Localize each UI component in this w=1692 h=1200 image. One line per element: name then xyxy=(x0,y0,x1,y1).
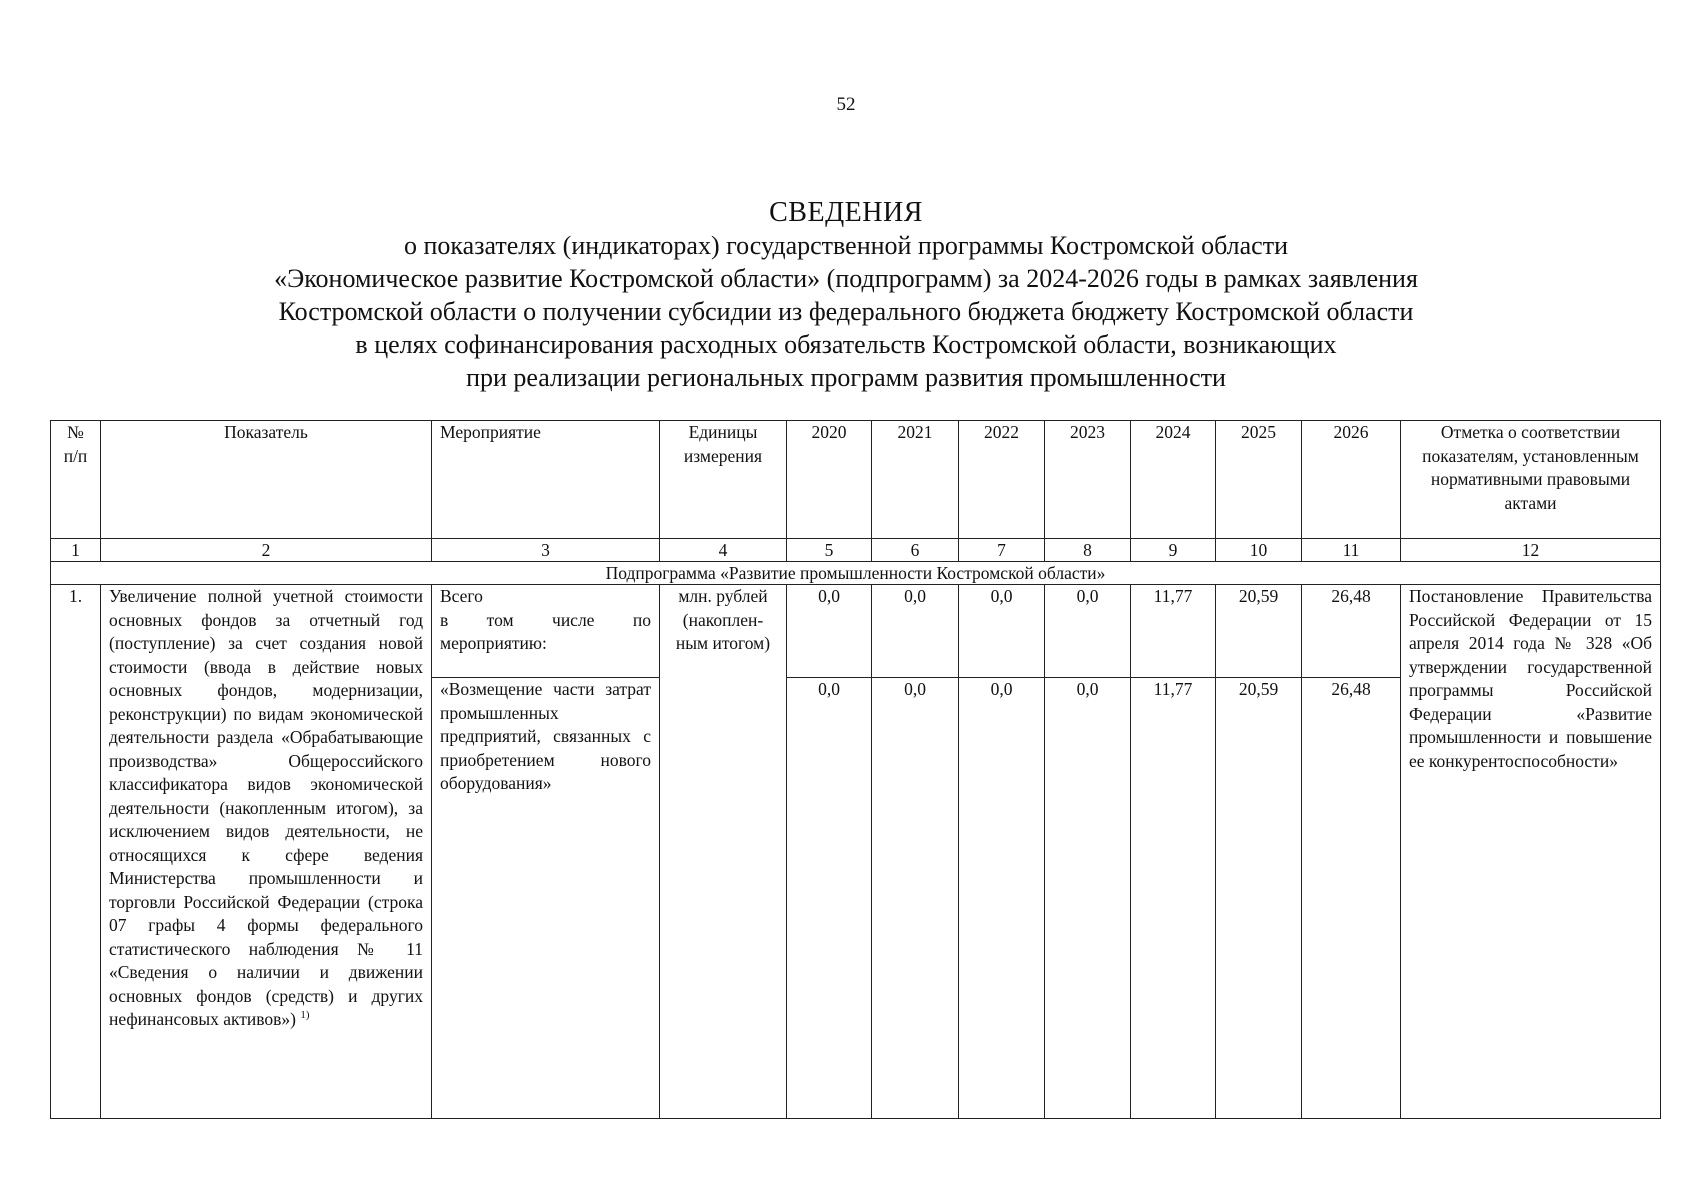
column-number: 1 xyxy=(51,539,101,562)
value-total: 0,0 xyxy=(959,585,1045,678)
column-number: 3 xyxy=(432,539,660,562)
indicator-footnote: 1) xyxy=(300,1009,310,1022)
value-total: 20,59 xyxy=(1216,585,1302,678)
event-including: в том числе по мероприятию: xyxy=(440,609,651,653)
value-detail: 0,0 xyxy=(787,678,872,1119)
header-mark: Отметка о соответствии показателям, установленным нормативными правовыми актами xyxy=(1401,421,1661,539)
value-total: 0,0 xyxy=(1045,585,1131,678)
header-num: № п/п xyxy=(51,421,101,539)
header-year: 2021 xyxy=(872,421,959,539)
column-number: 12 xyxy=(1401,539,1661,562)
value-detail: 0,0 xyxy=(1045,678,1131,1119)
regulation-mark: Постановление Правительства Российской Федерации от 15 апреля 2014 года № 328 «Об утверждении государственной программы Российской Федерации «Развитие промышленности и повышение ее конкурентоспособности» xyxy=(1401,585,1661,1119)
column-numbers-row xyxy=(51,539,1661,562)
header-year: 2026 xyxy=(1302,421,1401,539)
subprogram-row xyxy=(51,562,1661,585)
column-number: 6 xyxy=(872,539,959,562)
value-detail: 0,0 xyxy=(959,678,1045,1119)
value-total: 0,0 xyxy=(872,585,959,678)
column-number: 7 xyxy=(959,539,1045,562)
page-number: 52 xyxy=(836,94,856,115)
indicator-body: Увеличение полной учетной стоимости основных фондов за отчетный год (поступление) за счет создания новой стоимости (ввода в действие новых основных фондов, модернизации, реконструкции) по видам экономической деятельности раздела «Обрабатывающие производства» Общероссийского классификатора видов экономической деятельности (накопленным итогом), за исключением видов деятельности, не относящихся к сфере ведения Министерства промышленности и торговли Российской Федерации (строка 07 графы 4 формы федерального статистического наблюдения № 11 «Сведения о наличии и движении основных фондов (средств) и других нефинансовых активов») xyxy=(109,586,423,1029)
header-year: 2025 xyxy=(1216,421,1302,539)
value-detail: 26,48 xyxy=(1302,678,1401,1119)
column-number: 2 xyxy=(101,539,432,562)
column-number: 4 xyxy=(660,539,787,562)
header-event: Мероприятие xyxy=(432,421,660,539)
column-number: 5 xyxy=(787,539,872,562)
title-heading: СВЕДЕНИЯ xyxy=(769,197,923,228)
header-year: 2024 xyxy=(1131,421,1216,539)
subprogram-title: Подпрограмма «Развитие промышленности Костромской области» xyxy=(51,562,1661,585)
value-total: 0,0 xyxy=(787,585,872,678)
indicator-text xyxy=(101,585,432,1119)
value-detail: 11,77 xyxy=(1131,678,1216,1119)
header-indicator: Показатель xyxy=(101,421,432,539)
units-cell: млн. рублей (накоплен-ным итогом) xyxy=(660,585,787,1119)
title-line: Костромской области о получении субсидии из федерального бюджета бюджету Костромской области xyxy=(278,297,1414,326)
event-total: Всего xyxy=(440,586,483,606)
header-year: 2022 xyxy=(959,421,1045,539)
header-row xyxy=(51,421,1661,539)
value-detail: 0,0 xyxy=(872,678,959,1119)
value-total: 11,77 xyxy=(1131,585,1216,678)
column-number: 8 xyxy=(1045,539,1131,562)
event-total-cell xyxy=(432,585,660,678)
header-year: 2020 xyxy=(787,421,872,539)
title-line: в целях софинансирования расходных обязательств Костромской области, возникающих xyxy=(355,330,1337,359)
row-number: 1. xyxy=(51,585,101,1119)
event-detail: «Возмещение части затрат промышленных предприятий, связанных с приобретением нового оборудования» xyxy=(432,678,660,1119)
indicators-table xyxy=(50,420,1661,1119)
column-number: 9 xyxy=(1131,539,1216,562)
document-title xyxy=(0,196,1692,394)
column-number: 11 xyxy=(1302,539,1401,562)
header-year: 2023 xyxy=(1045,421,1131,539)
column-number: 10 xyxy=(1216,539,1302,562)
table-row xyxy=(51,585,1661,678)
header-units: Единицы измерения xyxy=(660,421,787,539)
value-detail: 20,59 xyxy=(1216,678,1302,1119)
value-total: 26,48 xyxy=(1302,585,1401,678)
title-line: «Экономическое развитие Костромской области» (подпрограмм) за 2024-2026 годы в рамках заявления xyxy=(274,264,1418,293)
title-line: при реализации региональных программ развития промышленности xyxy=(466,363,1226,392)
title-line: о показателях (индикаторах) государственной программы Костромской области xyxy=(404,231,1288,260)
